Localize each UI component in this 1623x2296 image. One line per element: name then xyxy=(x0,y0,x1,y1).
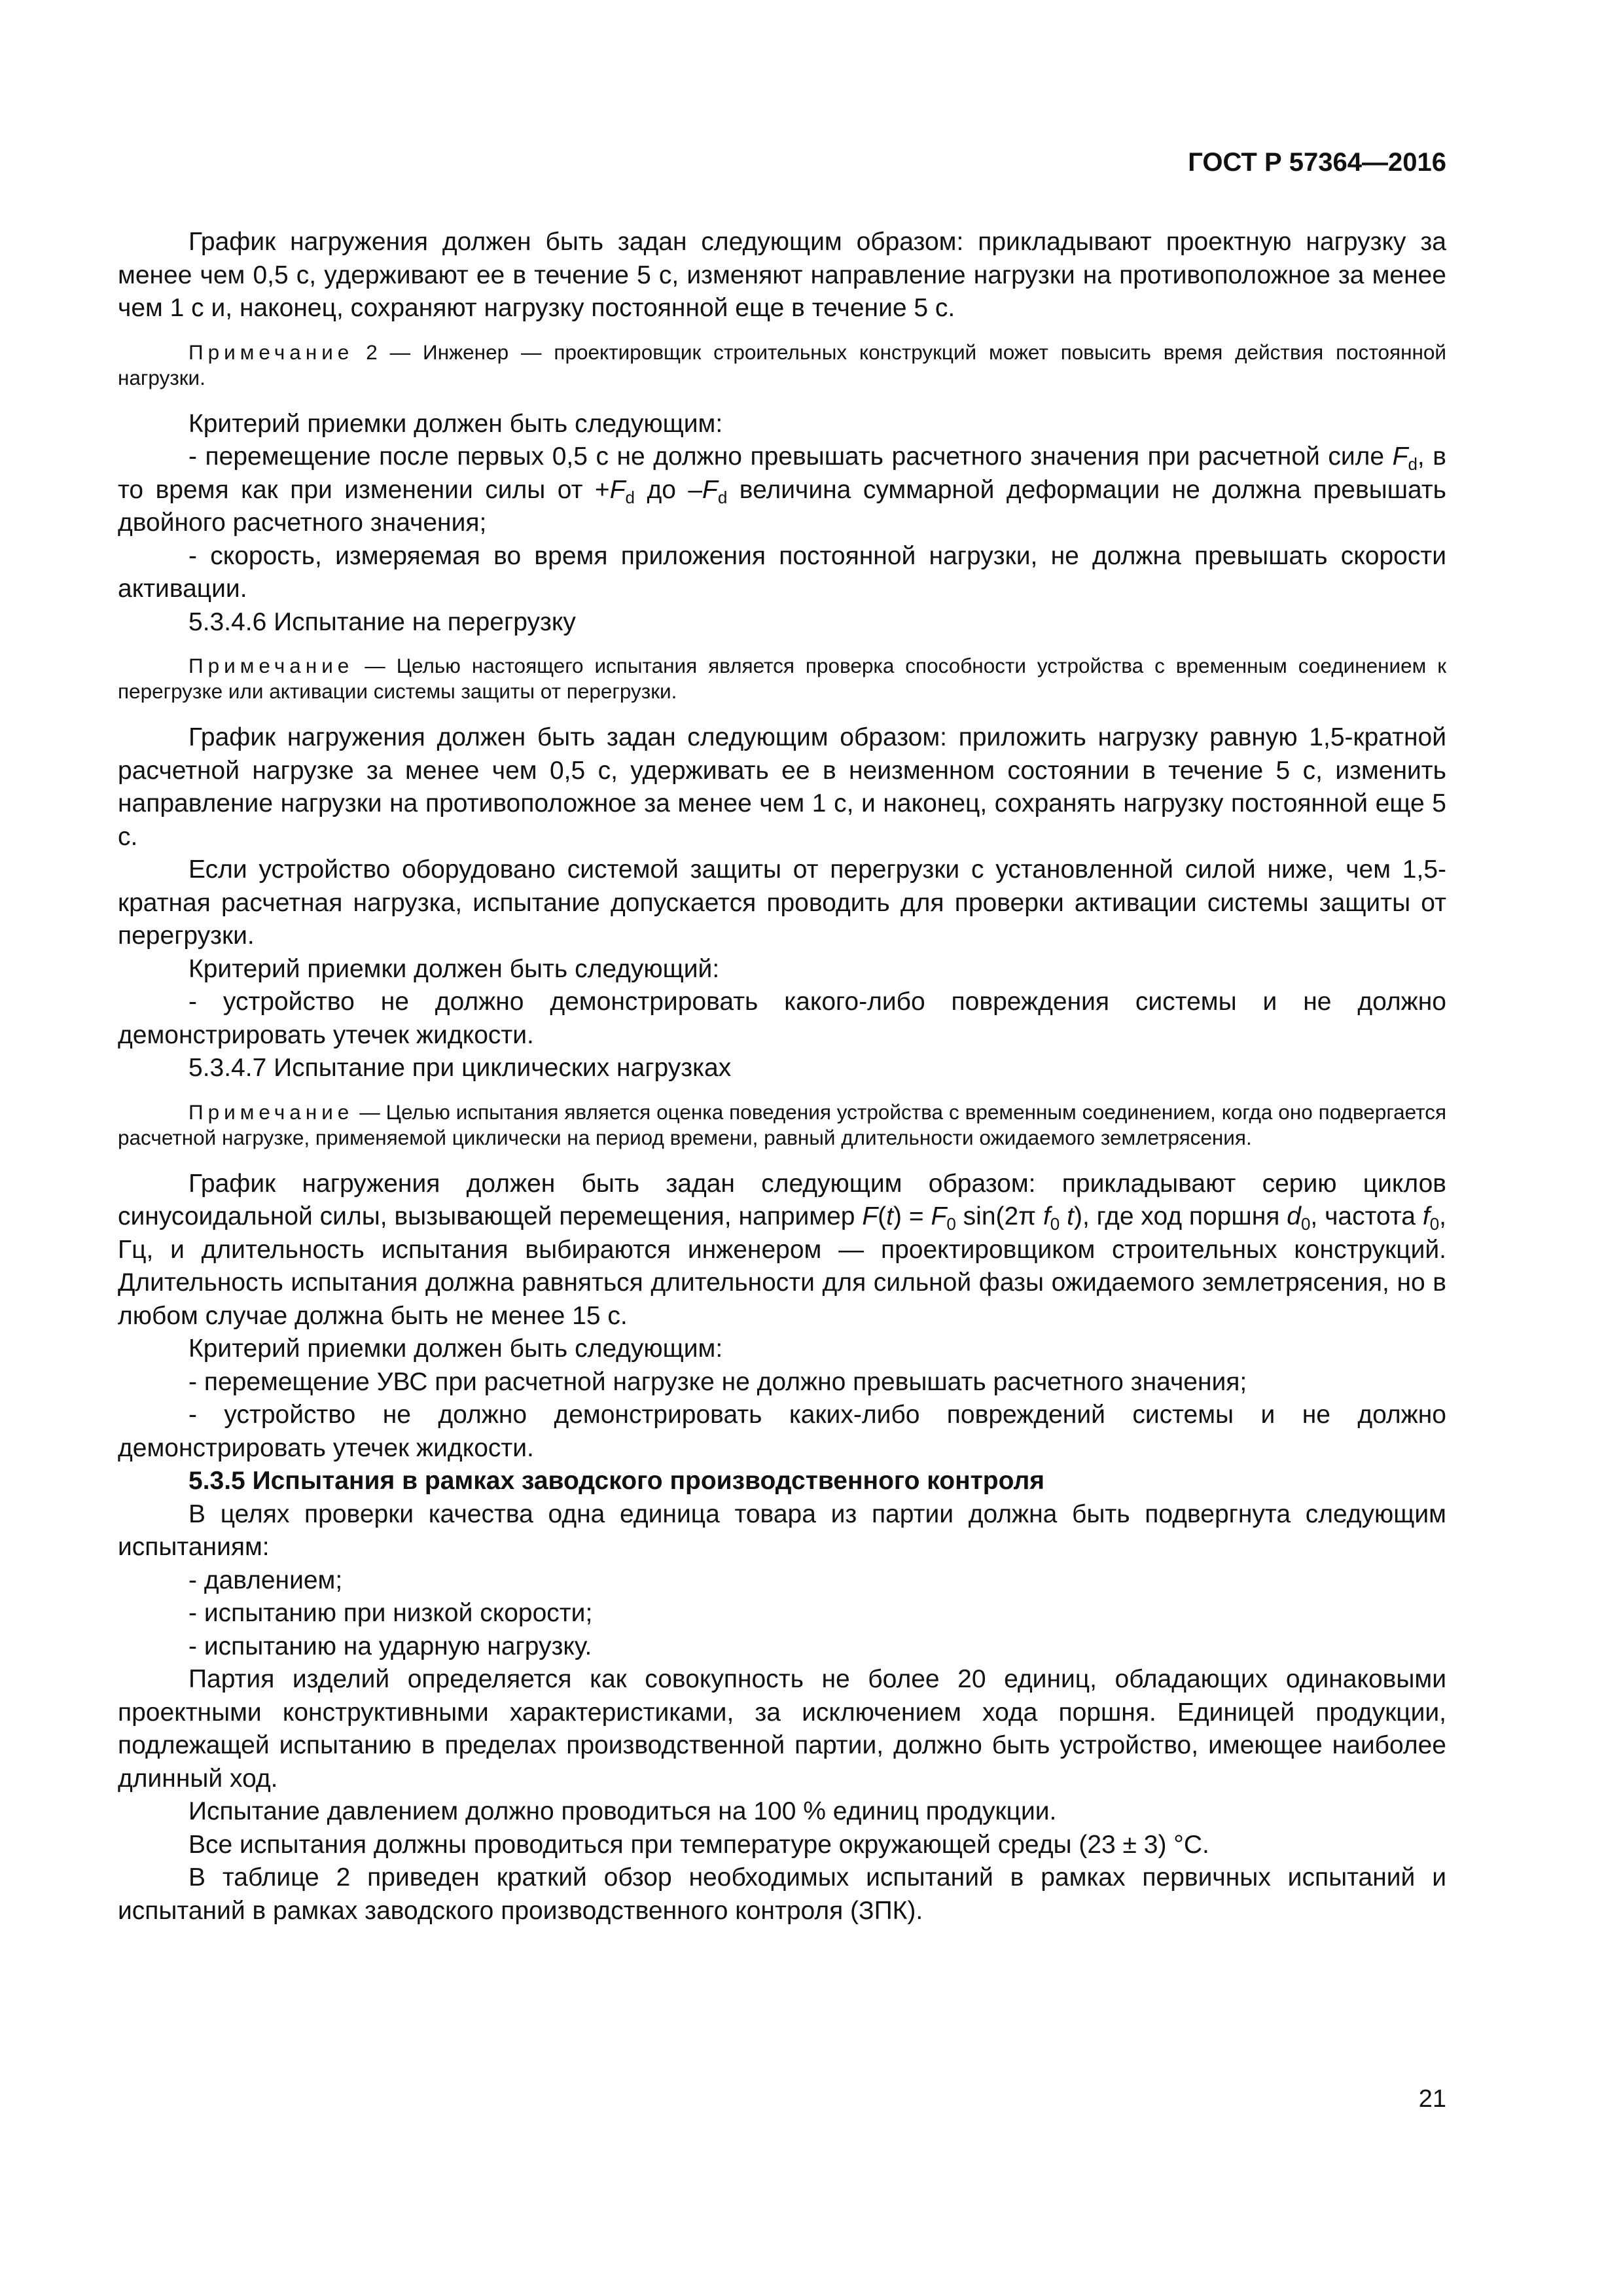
note-label: Примечание xyxy=(188,340,354,364)
section-heading-bold: 5.3.5 Испытания в рамках заводского производственного контроля xyxy=(188,1467,1044,1495)
note-label: Примечание xyxy=(188,654,354,677)
paragraph: - перемещение после первых 0,5 с не должно превышать расчетного значения при расчетной силе $F_d$, в то время как при изменении силы от $+F_d$ до $-F_d$ величина суммарной деформации не должна превышать двойного расчетного значения; xyxy=(118,442,1447,537)
note-text: — Целью настоящего испытания является проверка способности устройства с временным соединением к перегрузке или активации системы защиты от перегрузки. xyxy=(118,654,1446,703)
section-heading: 5.3.4.6 Испытание на перегрузку xyxy=(188,607,576,636)
page-number: 21 xyxy=(1418,2085,1446,2113)
document-body xyxy=(118,226,1446,1928)
paragraph: - скорость, измеряемая во время приложения постоянной нагрузки, не должна превышать скорости активации. xyxy=(118,541,1446,603)
section-heading: 5.3.4.7 Испытание при циклических нагрузках xyxy=(188,1054,732,1082)
note-label: Примечание xyxy=(188,1100,354,1124)
note xyxy=(118,1100,1446,1151)
paragraph: - устройство не должно демонстрировать каких-либо повреждений системы и не должно демонстрировать утечек жидкости. xyxy=(118,1401,1446,1462)
note-text: — Целью испытания является оценка поведения устройства с временным соединением, когда оно подвергается расчетной нагрузке, применяемой циклически на период времени, равный длительности ожидаемого землетрясения. xyxy=(118,1100,1446,1149)
paragraph: В таблице 2 приведен краткий обзор необходимых испытаний в рамках первичных испытаний и испытаний в рамках заводского производственного контроля (ЗПК). xyxy=(118,1863,1446,1925)
list-item: - испытанию при низкой скорости; xyxy=(188,1599,593,1627)
paragraph: Партия изделий определяется как совокупность не более 20 единиц, обладающих одинаковыми проектными конструктивными характеристиками, за исключением хода поршня. Единицей продукции, подлежащей испытанию в пределах производственной партии, должно быть устройство, имеющее наиболее длинный ход. xyxy=(118,1665,1446,1793)
list-item: - давлением; xyxy=(188,1566,343,1594)
note xyxy=(118,653,1446,704)
paragraph: - перемещение УВС при расчетной нагрузке не должно превышать расчетного значения; xyxy=(188,1367,1247,1396)
paragraph: Все испытания должны проводиться при температуре окружающей среды (23 ± 3) °С. xyxy=(188,1830,1209,1859)
list-item: - испытанию на ударную нагрузку. xyxy=(188,1632,592,1660)
paragraph: В целях проверки качества одна единица товара из партии должна быть подвергнута следующим испытаниям: xyxy=(118,1499,1446,1561)
paragraph: График нагружения должен быть задан следующим образом: приложить нагрузку равную 1,5-кратной расчетной нагрузке за менее чем 0,5 с, удерживать ее в неизменном состоянии в течение 5 с, изменить направление нагрузки на противоположное за менее чем 1 с, и наконец, сохранять нагрузку постоянной еще 5 с. xyxy=(118,723,1446,851)
paragraph: Критерий приемки должен быть следующий: xyxy=(188,954,720,983)
paragraph: Испытание давлением должно проводиться на 100 % единиц продукции. xyxy=(188,1797,1057,1825)
paragraph: - устройство не должно демонстрировать какого-либо повреждения системы и не должно демонстрировать утечек жидкости. xyxy=(118,988,1446,1049)
document-id: ГОСТ Р 57364—2016 xyxy=(1188,148,1446,177)
paragraph: Если устройство оборудовано системой защиты от перегрузки с установленной силой ниже, чем 1,5-кратная расчетная нагрузка, испытание допускается проводить для проверки активации системы защиты от перегрузки. xyxy=(118,855,1446,950)
paragraph: Критерий приемки должен быть следующим: xyxy=(188,409,723,438)
paragraph: График нагружения должен быть задан следующим образом: прикладывают серию циклов синусоидальной силы, вызывающей перемещения, например $F(t) = F_0$ sin(2π $f_0$ t), где ход поршня $d_0$, частота $f_0$, Гц, и длительность испытания выбираются инженером — проектировщиком строительных конструкций. Длительность испытания должна равняться длительности для сильной фазы ожидаемого землетрясения, но в любом случае должна быть не менее 15 с. xyxy=(118,1169,1446,1330)
note xyxy=(118,340,1446,391)
paragraph: Критерий приемки должен быть следующим: xyxy=(188,1335,723,1363)
paragraph: График нагружения должен быть задан следующим образом: прикладывают проектную нагрузку за менее чем 0,5 с, удерживают ее в течение 5 с, изменяют направление нагрузки на противоположное за менее чем 1 с и, наконец, сохраняют нагрузку постоянной еще в течение 5 с. xyxy=(118,228,1446,322)
note-text: 2 — Инженер — проектировщик строительных конструкций может повысить время действия постоянной нагрузки. xyxy=(118,340,1446,389)
